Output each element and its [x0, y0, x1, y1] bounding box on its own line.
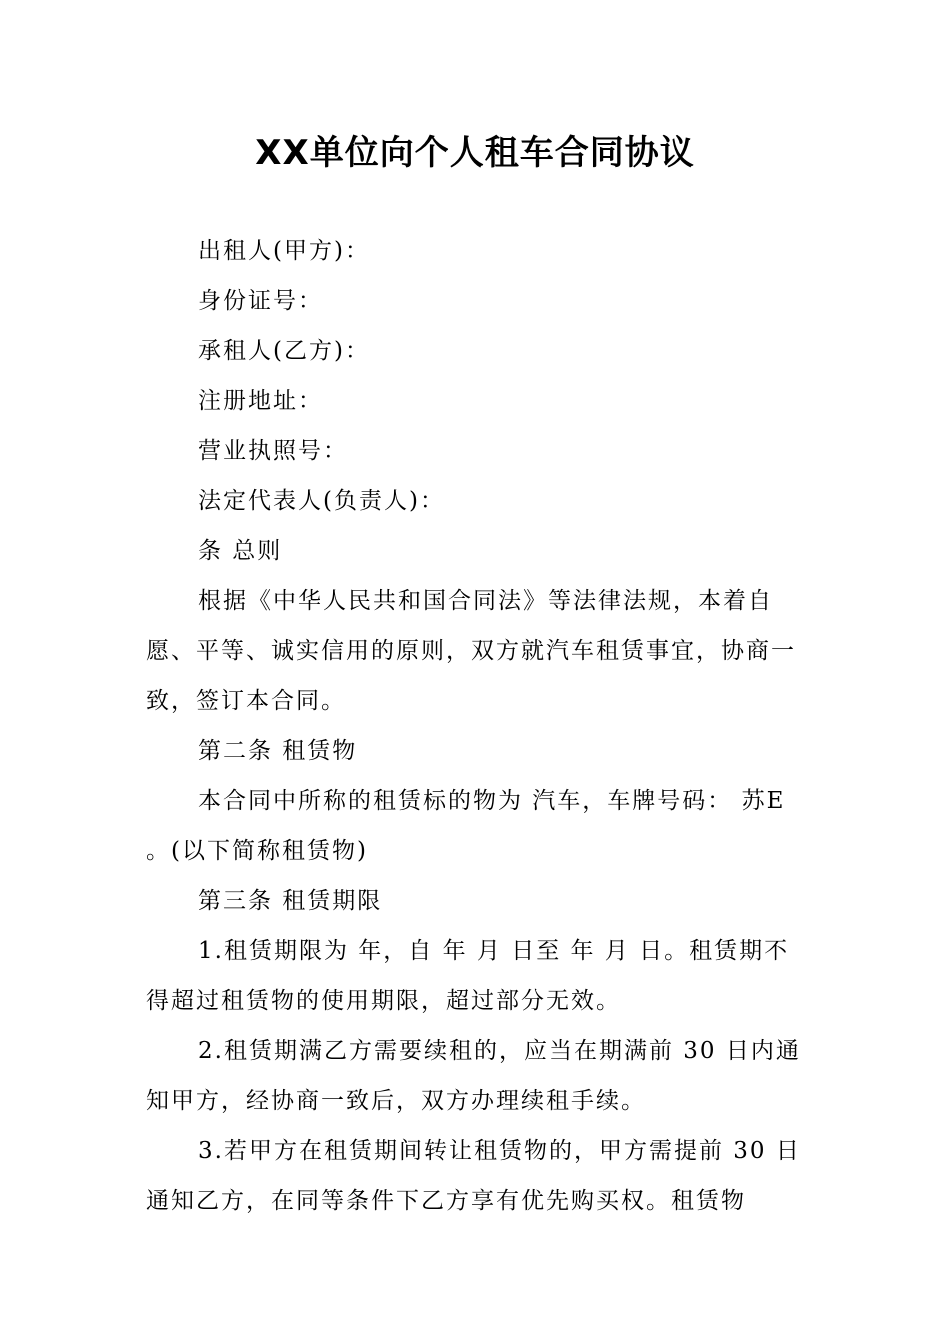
paragraph-business-license: 营业执照号： — [198, 438, 348, 464]
paragraph-leased-item: 本合同中所称的租赁标的物为 汽车，车牌号码： 苏E 。(以下简称租赁物) — [146, 788, 786, 864]
paragraph-lease-term-1: 1.租赁期限为 年，自 年 月 日至 年 月 日。租赁期不得超过租赁物的使用期限，超过部分无效。 — [146, 938, 790, 1014]
heading-lease-term: 第三条 租赁期限 — [198, 888, 383, 914]
paragraph-id-number: 身份证号： — [198, 288, 323, 314]
paragraph-lessor: 出租人(甲方)： — [198, 238, 370, 264]
heading-leased-item: 第二条 租赁物 — [198, 738, 358, 764]
document-body — [146, 226, 806, 1226]
heading-general-provisions: 条 总则 — [198, 538, 283, 564]
paragraph-lessee: 承租人(乙方)： — [198, 338, 370, 364]
paragraph-registered-address: 注册地址： — [198, 388, 323, 414]
paragraph-lease-term-3: 3.若甲方在租赁期间转让租赁物的，甲方需提前 30 日通知乙方，在同等条件下乙方享有优先购买权。租赁物 — [146, 1138, 801, 1214]
paragraph-general-provisions: 根据《中华人民共和国合同法》等法律法规，本着自愿、平等、诚实信用的原则，双方就汽车租赁事宜，协商一致，签订本合同。 — [146, 588, 796, 714]
paragraph-lease-term-2: 2.租赁期满乙方需要续租的，应当在期满前 30 日内通知甲方，经协商一致后，双方办理续租手续。 — [146, 1038, 801, 1114]
paragraph-legal-representative: 法定代表人(负责人)： — [198, 488, 445, 514]
document-title: XX单位向个人租车合同协议 — [255, 133, 695, 173]
